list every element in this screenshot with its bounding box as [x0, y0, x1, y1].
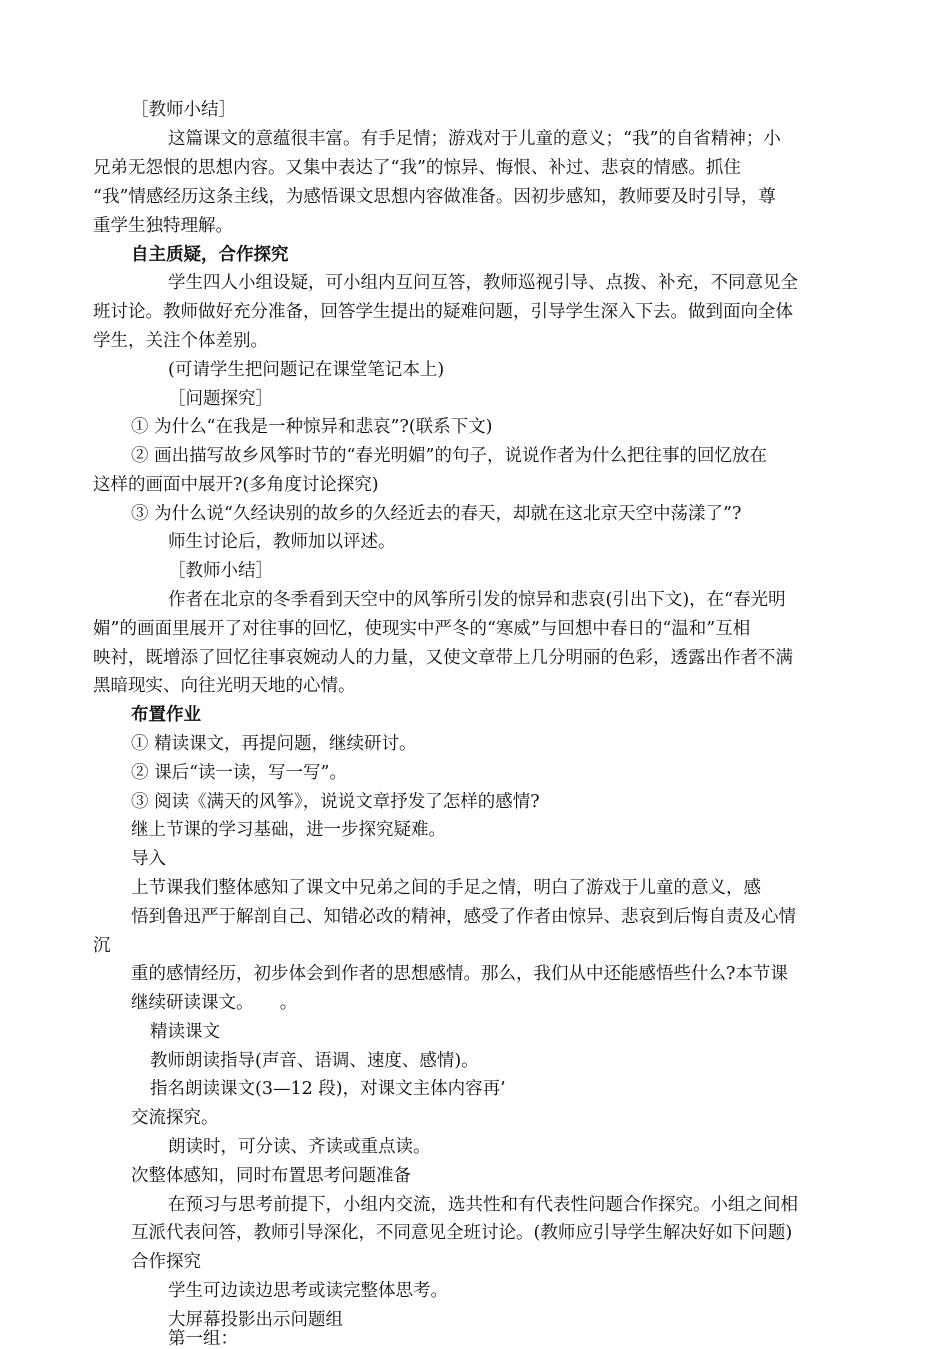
- text-line: 精读课文: [150, 1022, 220, 1042]
- homework-item: ① 精读课文，再提问题，继续研讨。: [131, 734, 417, 754]
- text-line: 上节课我们整体感知了课文中兄弟之间的手足之情，明白了游戏于儿童的意义，感: [131, 878, 761, 898]
- question-item: ① 为什么“在我是一种惊异和悲哀”?(联系下文): [131, 417, 493, 437]
- text-line: 沉: [93, 936, 111, 956]
- text-line: 这篇课文的意蕴很丰富。有手足情；游戏对于儿童的意义；“我”的自省精神；小: [168, 129, 781, 149]
- text-line: 作者在北京的冬季看到天空中的风筝所引发的惊异和悲哀(引出下文)，在“春光明: [168, 590, 786, 610]
- text-line: 黑暗现实、向往光明天地的心情。: [93, 676, 356, 696]
- text-line: 教师朗读指导(声音、语调、速度、感情)。: [150, 1051, 479, 1071]
- text-line: 导入: [131, 849, 166, 869]
- text-line: 班讨论。教师做好充分准备，回答学生提出的疑难问题，引导学生深入下去。做到面向全体: [93, 302, 793, 322]
- text-line: ［教师小结］: [168, 561, 273, 581]
- text-line: 交流探究。: [131, 1108, 219, 1128]
- text-line: 大屏幕投影出示问题组: [168, 1310, 343, 1330]
- text-line: 朗读时，可分读、齐读或重点读。: [168, 1137, 431, 1157]
- text-line: 合作探究: [131, 1252, 201, 1272]
- text-line: 重学生独特理解。: [93, 216, 233, 236]
- text-line: 学生可边读边思考或读完整体思考。: [168, 1281, 448, 1301]
- text-line: 重的感情经历，初步体会到作者的思想感情。那么，我们从中还能感悟些什么?本节课: [131, 964, 788, 984]
- question-item: ③ 为什么说“久经诀别的故乡的久经近去的春天，却就在这北京天空中荡漾了”?: [131, 504, 742, 524]
- text-line: 互派代表问答，教师引导深化，不同意见全班讨论。(教师应引导学生解决好如下问题): [131, 1223, 793, 1243]
- text-line: 悟到鲁迅严于解剖自己、知错必改的精神，感受了作者由惊异、悲哀到后悔自责及心情: [131, 907, 796, 927]
- text-line: 兄弟无怨恨的思想内容。又集中表达了“我”的惊异、悔恨、补过、悲哀的情感。抓住: [93, 158, 741, 178]
- homework-item: ③ 阅读《满天的风筝》，说说文章抒发了怎样的感情?: [131, 792, 540, 812]
- text-line: ［问题探究］: [168, 389, 273, 409]
- text-line: 继上节课的学习基础，进一步探究疑难。: [131, 820, 446, 840]
- section-heading: 自主质疑，合作探究: [131, 245, 289, 265]
- text-line: 次整体感知，同时布置思考问题准备: [131, 1166, 411, 1186]
- text-line: 学生，关注个体差别。: [93, 331, 268, 351]
- text-line: 继续研读课文。 。: [131, 993, 298, 1013]
- text-line: 这样的画面中展开?(多角度讨论探究): [93, 475, 379, 495]
- text-line: (可请学生把问题记在课堂笔记本上): [168, 360, 445, 380]
- text-line: 学生四人小组设疑，可小组内互问互答，教师巡视引导、点拨、补充，不同意见全: [168, 273, 798, 293]
- text-line: 师生讨论后，教师加以评述。: [168, 532, 396, 552]
- text-line: ［教师小结］: [131, 100, 236, 120]
- section-heading: 布置作业: [131, 705, 201, 725]
- text-line: 映衬，既增添了回忆往事哀婉动人的力量，又使文章带上几分明丽的色彩，透露出作者不满: [93, 648, 793, 668]
- text-line: “我”情感经历这条主线，为感悟课文思想内容做准备。因初步感知，教师要及时引导，尊: [93, 187, 776, 207]
- text-line: 媚”的画面里展开了对往事的回忆，使现实中严冬的“寒威”与回想中春日的“温和”互相: [93, 619, 751, 639]
- question-item: ② 画出描写故乡风筝时节的“春光明媚”的句子，说说作者为什么把往事的回忆放在: [131, 446, 767, 466]
- text-line: 第一组：: [168, 1329, 238, 1349]
- text-line: 在预习与思考前提下，小组内交流，选共性和有代表性问题合作探究。小组之间相: [168, 1195, 798, 1215]
- homework-item: ② 课后“读一读，写一写”。: [131, 763, 347, 783]
- text-line: 指名朗读课文(3—12 段)，对课文主体内容再’: [150, 1079, 506, 1099]
